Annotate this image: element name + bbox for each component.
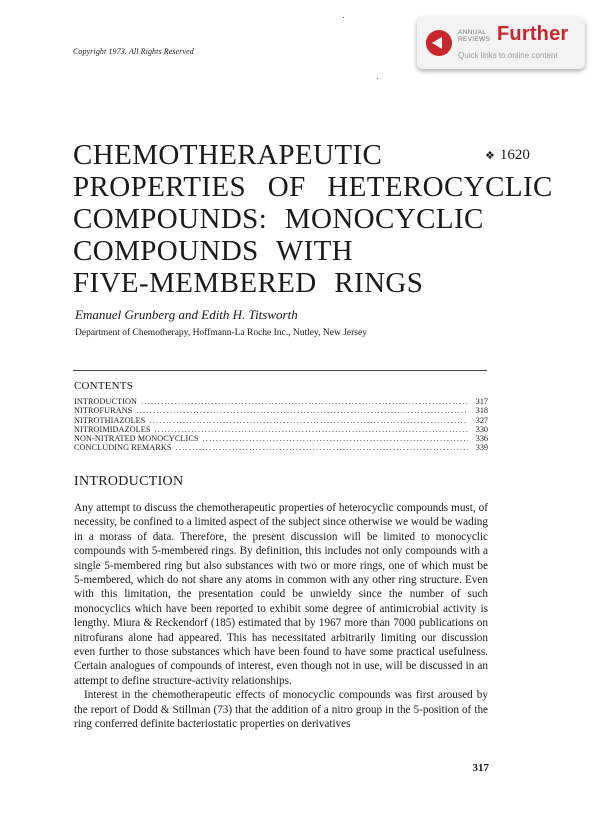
toc-entry-label: NITROTHIAZOLES (74, 415, 146, 425)
badge-subtitle: Quick links to online content (458, 51, 558, 60)
paragraph: Any attempt to discuss the chemotherapeutic properties of heterocyclic compounds must, of necessity, be confined to a limited aspect of the subject since otherwise we would be wading in a morass of data. Therefore, the present discussion will be limited to monocyclic compounds with 5-membered rings. By definition, this includes not only compounds with a single 5-membered ring but also substances with two or more rings, one of which must be 5-membered, which do not share any atoms in common with any other ring structure. Even with this limitation, the presentation could be unwieldy since the number of such monocyclics which have been reported to exhibit some degree of antimicrobial activity is lengthy. Miura & Reckendorf (185) estimated that by 1967 more than 7000 publications on nitrofurans alone had appeared. This has necessitated arbitrarily limiting our discussion even further to those substances which have been found to have some practical usefulness. Certain analogues of compounds of interest, even though not in use, will be discussed in an attempt to define structure-activity relationships. (74, 502, 488, 687)
body-text (74, 501, 488, 732)
page-number: 317 (472, 762, 489, 774)
toc-leader (203, 434, 468, 443)
toc-entry-label: CONCLUDING REMARKS (74, 443, 172, 453)
toc-entry[interactable] (74, 406, 488, 415)
author-list: Emanuel Grunberg and Edith H. Titsworth (75, 307, 298, 322)
publisher-line-1: ANNUAL (458, 29, 487, 36)
contents-heading: CONTENTS (74, 380, 134, 392)
section-heading: INTRODUCTION (74, 474, 184, 489)
toc-entry-label: NITROIMIDAZOLES (74, 424, 151, 434)
badge-brand: Further (497, 23, 569, 45)
toc-entry[interactable] (74, 397, 488, 406)
toc-entry-page: 318 (475, 406, 488, 416)
toc-leader (155, 425, 468, 434)
title-line: FIVE-MEMBERED RINGS (73, 267, 424, 299)
article-number-value: 1620 (499, 147, 530, 163)
toc-entry-page: 330 (475, 424, 488, 434)
toc-entry-label: NON-NITRATED MONOCYCLICS (74, 434, 199, 444)
toc-entry-page: 336 (475, 434, 488, 444)
paragraph: Interest in the chemotherapeutic effects of monocyclic compounds was first aroused by the report of Dodd & Stillman (73) that the addition of a nitro group in the 5-position of the ring conferred definite bacteriostatic properties on derivatives (74, 689, 488, 731)
title-line: COMPOUNDS WITH (73, 235, 354, 267)
toc-entry[interactable] (74, 425, 488, 434)
toc-leader (141, 397, 468, 406)
toc-leader (149, 416, 468, 425)
scan-speck (377, 78, 378, 79)
toc-leader (176, 443, 468, 452)
toc-entry-page: 317 (475, 397, 488, 406)
toc-entry[interactable] (74, 434, 488, 443)
divider (73, 370, 487, 371)
toc-entry[interactable] (74, 443, 488, 452)
fleuron-icon: ❖ (485, 150, 495, 162)
toc-entry[interactable] (74, 416, 488, 425)
table-of-contents (74, 397, 488, 453)
publisher-name (458, 29, 490, 43)
toc-entry-label: NITROFURANS (74, 406, 133, 416)
scan-speck (343, 17, 344, 18)
further-links-badge[interactable] (417, 17, 585, 69)
toc-entry-page: 327 (475, 415, 488, 425)
title-line: CHEMOTHERAPEUTIC (73, 139, 383, 171)
toc-leader (136, 406, 468, 415)
title-line: COMPOUNDS: MONOCYCLIC (73, 203, 484, 235)
publisher-line-2: REVIEWS (458, 36, 491, 43)
affiliation: Department of Chemotherapy, Hoffmann-La Roche Inc., Nutley, New Jersey (75, 328, 367, 338)
arrow-left-icon (426, 30, 452, 56)
copyright-notice: Copyright 1973. All Rights Reserved (73, 47, 194, 56)
toc-entry-page: 339 (475, 443, 488, 453)
title-line: PROPERTIES OF HETEROCYCLIC (73, 171, 553, 203)
article-number (485, 147, 530, 164)
toc-entry-label: INTRODUCTION (74, 397, 138, 406)
